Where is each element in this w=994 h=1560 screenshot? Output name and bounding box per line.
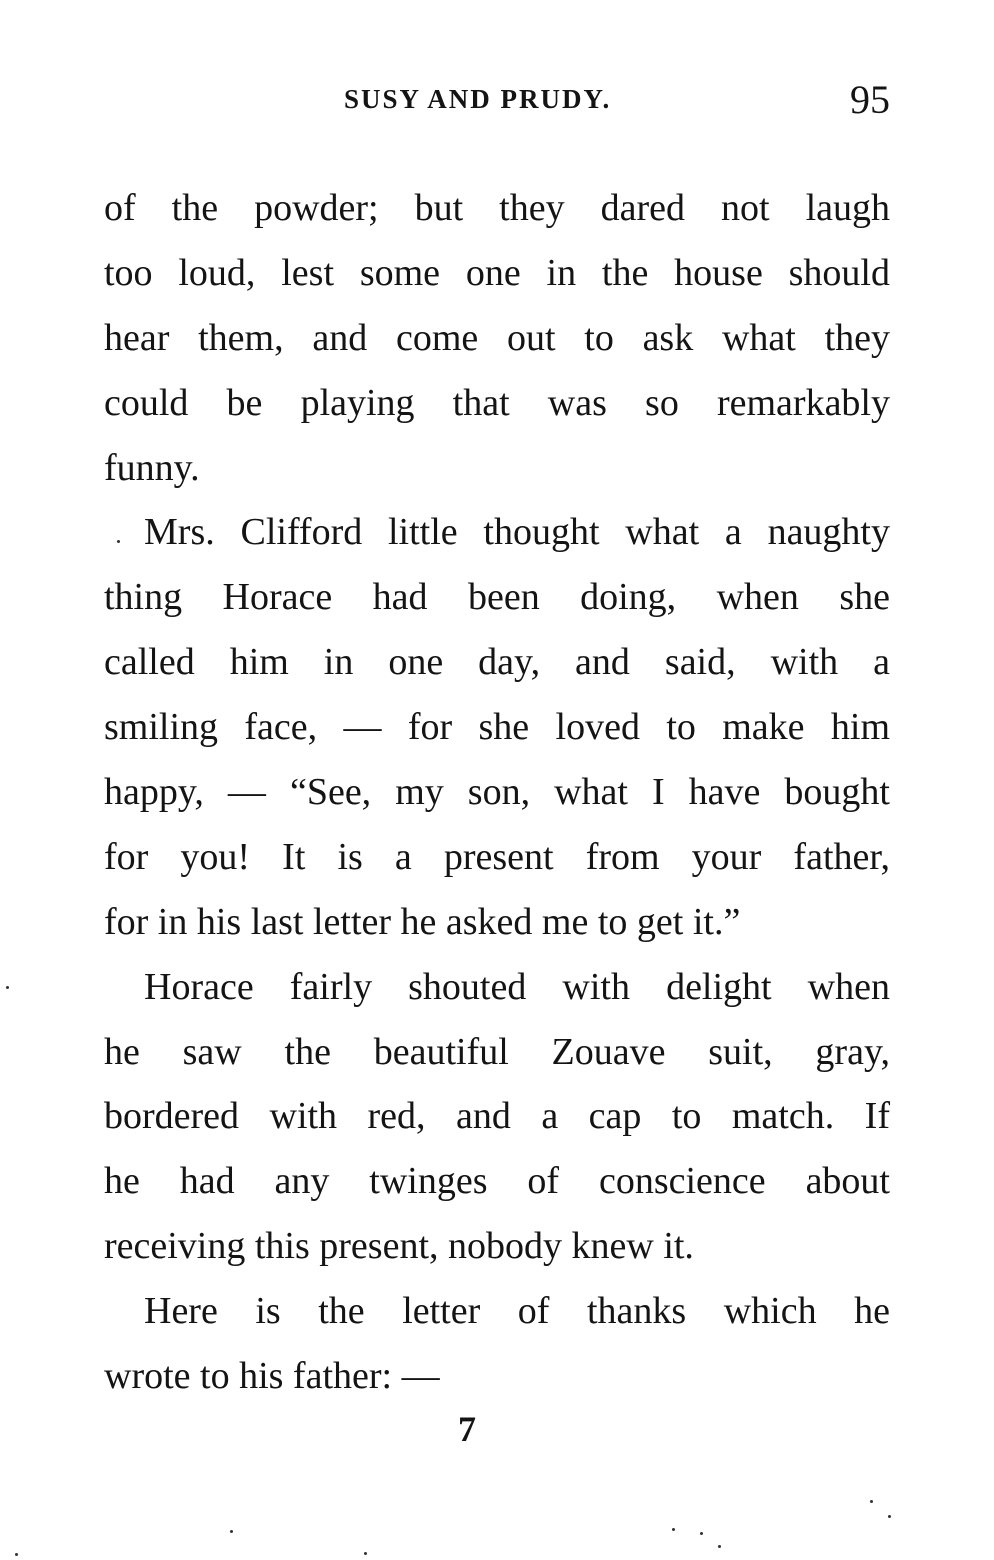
body-text <box>104 176 890 1409</box>
scan-speck <box>700 1532 703 1535</box>
text-line: Mrs. Clifford little thought what a naughty <box>144 511 890 554</box>
text-line: smiling face, — for she loved to make him <box>104 706 890 749</box>
scan-speck <box>718 1545 721 1548</box>
scan-speck <box>888 1515 891 1518</box>
scan-speck <box>364 1552 367 1555</box>
text-line: happy, — “See, my son, what I have bought <box>104 771 890 814</box>
text-line: Horace fairly shouted with delight when <box>144 965 890 1008</box>
running-head <box>0 74 994 124</box>
text-line: he saw the beautiful Zouave suit, gray, <box>104 1030 890 1073</box>
text-line: receiving this present, nobody knew it. <box>104 1225 694 1268</box>
text-line: for you! It is a present from your father, <box>104 835 890 878</box>
text-line: of the powder; but they dared not laugh <box>104 187 890 229</box>
page-number: 95 <box>850 77 890 122</box>
text-line: called him in one day, and said, with a <box>104 641 890 684</box>
signature-mark <box>0 1408 994 1450</box>
text-line: wrote to his father: — <box>104 1355 440 1398</box>
text-line: funny. <box>104 446 200 489</box>
text-line: for in his last letter he asked me to get it.” <box>104 900 741 943</box>
scan-speck <box>6 986 9 989</box>
text-line: he had any twinges of conscience about <box>104 1160 890 1203</box>
scan-speck <box>230 1530 233 1533</box>
text-line: could be playing that was so remarkably <box>104 381 890 424</box>
scan-speck <box>672 1528 675 1531</box>
scan-speck <box>15 1553 18 1556</box>
text-line: bordered with red, and a cap to match. If <box>104 1095 890 1138</box>
text-line: Here is the letter of thanks which he <box>144 1290 890 1333</box>
scan-speck <box>117 540 120 543</box>
signature-mark-text: 7 <box>458 1409 476 1449</box>
running-title: SUSY AND PRUDY. <box>344 84 612 114</box>
text-line: too loud, lest some one in the house should <box>104 251 890 294</box>
scan-speck <box>870 1500 873 1503</box>
text-line: thing Horace had been doing, when she <box>104 576 890 619</box>
text-line: hear them, and come out to ask what they <box>104 316 890 359</box>
